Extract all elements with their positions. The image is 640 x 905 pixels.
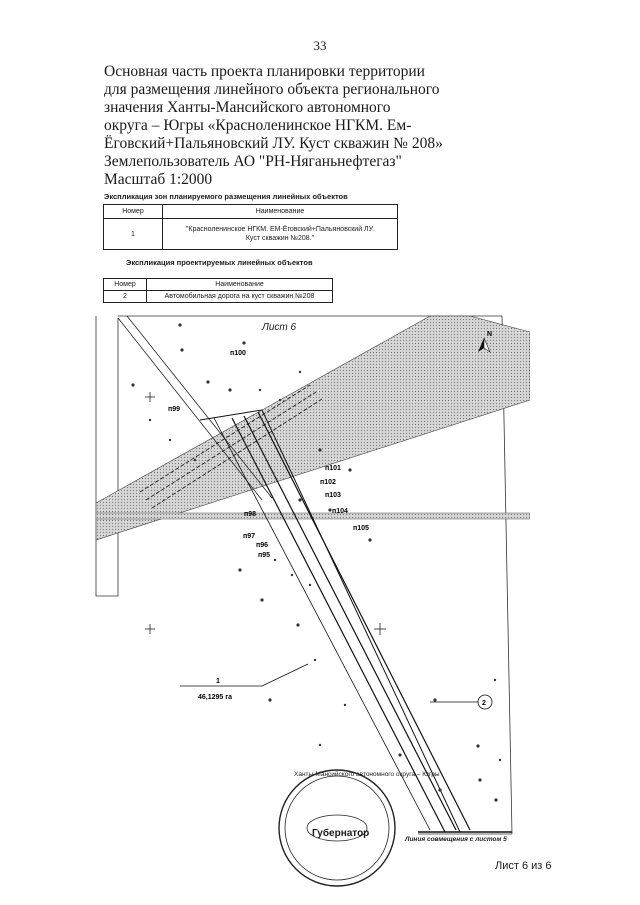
seal-ring-text: Ханты-Мансийского автономного округа – Югры bbox=[294, 771, 440, 778]
cell-name-line: "Красноленинское НГКМ. ЕМ-Ёговский+Пальяновский ЛУ. bbox=[185, 226, 375, 233]
point-label-p99: п99 bbox=[168, 406, 181, 413]
map-frame bbox=[96, 316, 118, 596]
point-label-p100: п100 bbox=[230, 350, 246, 357]
cell-name-line: Куст скважин №208." bbox=[245, 235, 315, 242]
point-label-p103: п103 bbox=[325, 492, 341, 499]
title-line: значения Ханты-Мансийского автономного bbox=[104, 99, 391, 116]
title-line: Землепользователь АО "РН-Няганьнефтегаз" bbox=[104, 153, 402, 170]
title-line: Масштаб 1:2000 bbox=[104, 171, 213, 188]
column-header-number: Номер bbox=[104, 205, 163, 219]
point-label-p98: п98 bbox=[244, 511, 257, 518]
point-label-p97: п97 bbox=[243, 533, 256, 540]
object-number-label: 2 bbox=[482, 700, 486, 707]
title-line: Основная часть проекта планировки территории bbox=[104, 63, 425, 80]
title-line: округа – Югры «Красноленинское НГКМ. Ем- bbox=[104, 117, 412, 134]
designed-road-line bbox=[258, 412, 470, 830]
page-footer: Лист 6 из 6 bbox=[495, 860, 552, 872]
page-number: 33 bbox=[313, 38, 327, 53]
column-header-name: Наименование bbox=[163, 205, 398, 219]
title-line: для размещения линейного объекта регионального bbox=[104, 81, 440, 98]
zone-number-label: 1 bbox=[216, 678, 220, 685]
objects-caption: Экспликация проектируемых линейных объектов bbox=[126, 258, 313, 267]
point-label-p95: п95 bbox=[258, 552, 271, 559]
cell-name: Автомобильная дорога на куст скважин №208 bbox=[147, 291, 333, 303]
point-label-p101: п101 bbox=[325, 465, 341, 472]
cell-number: 2 bbox=[104, 291, 147, 303]
zone-callout-line bbox=[180, 664, 308, 686]
sheet-label: Лист 6 bbox=[262, 322, 297, 333]
zone-area-label: 46,1295 га bbox=[198, 694, 233, 701]
point-label-p104: п104 bbox=[332, 508, 348, 515]
point-label-p102: п102 bbox=[320, 479, 336, 486]
point-label-p96: п96 bbox=[256, 542, 269, 549]
join-line-label: Линия совмещения с листом 5 bbox=[405, 836, 507, 843]
designed-road-line bbox=[244, 416, 456, 830]
seal-center-text: Губернатор bbox=[312, 828, 370, 839]
column-header-number: Номер bbox=[104, 279, 147, 291]
point-label-p105: п105 bbox=[353, 525, 369, 532]
zones-caption: Экспликация зон планируемого размещения линейных объектов bbox=[104, 192, 348, 201]
cell-number: 1 bbox=[104, 219, 163, 250]
north-label: N bbox=[487, 331, 493, 338]
title-line: Ёговский+Пальяновский ЛУ. Куст скважин № 208» bbox=[104, 135, 443, 152]
hatched-corridor bbox=[96, 316, 530, 540]
column-header-name: Наименование bbox=[147, 279, 333, 291]
